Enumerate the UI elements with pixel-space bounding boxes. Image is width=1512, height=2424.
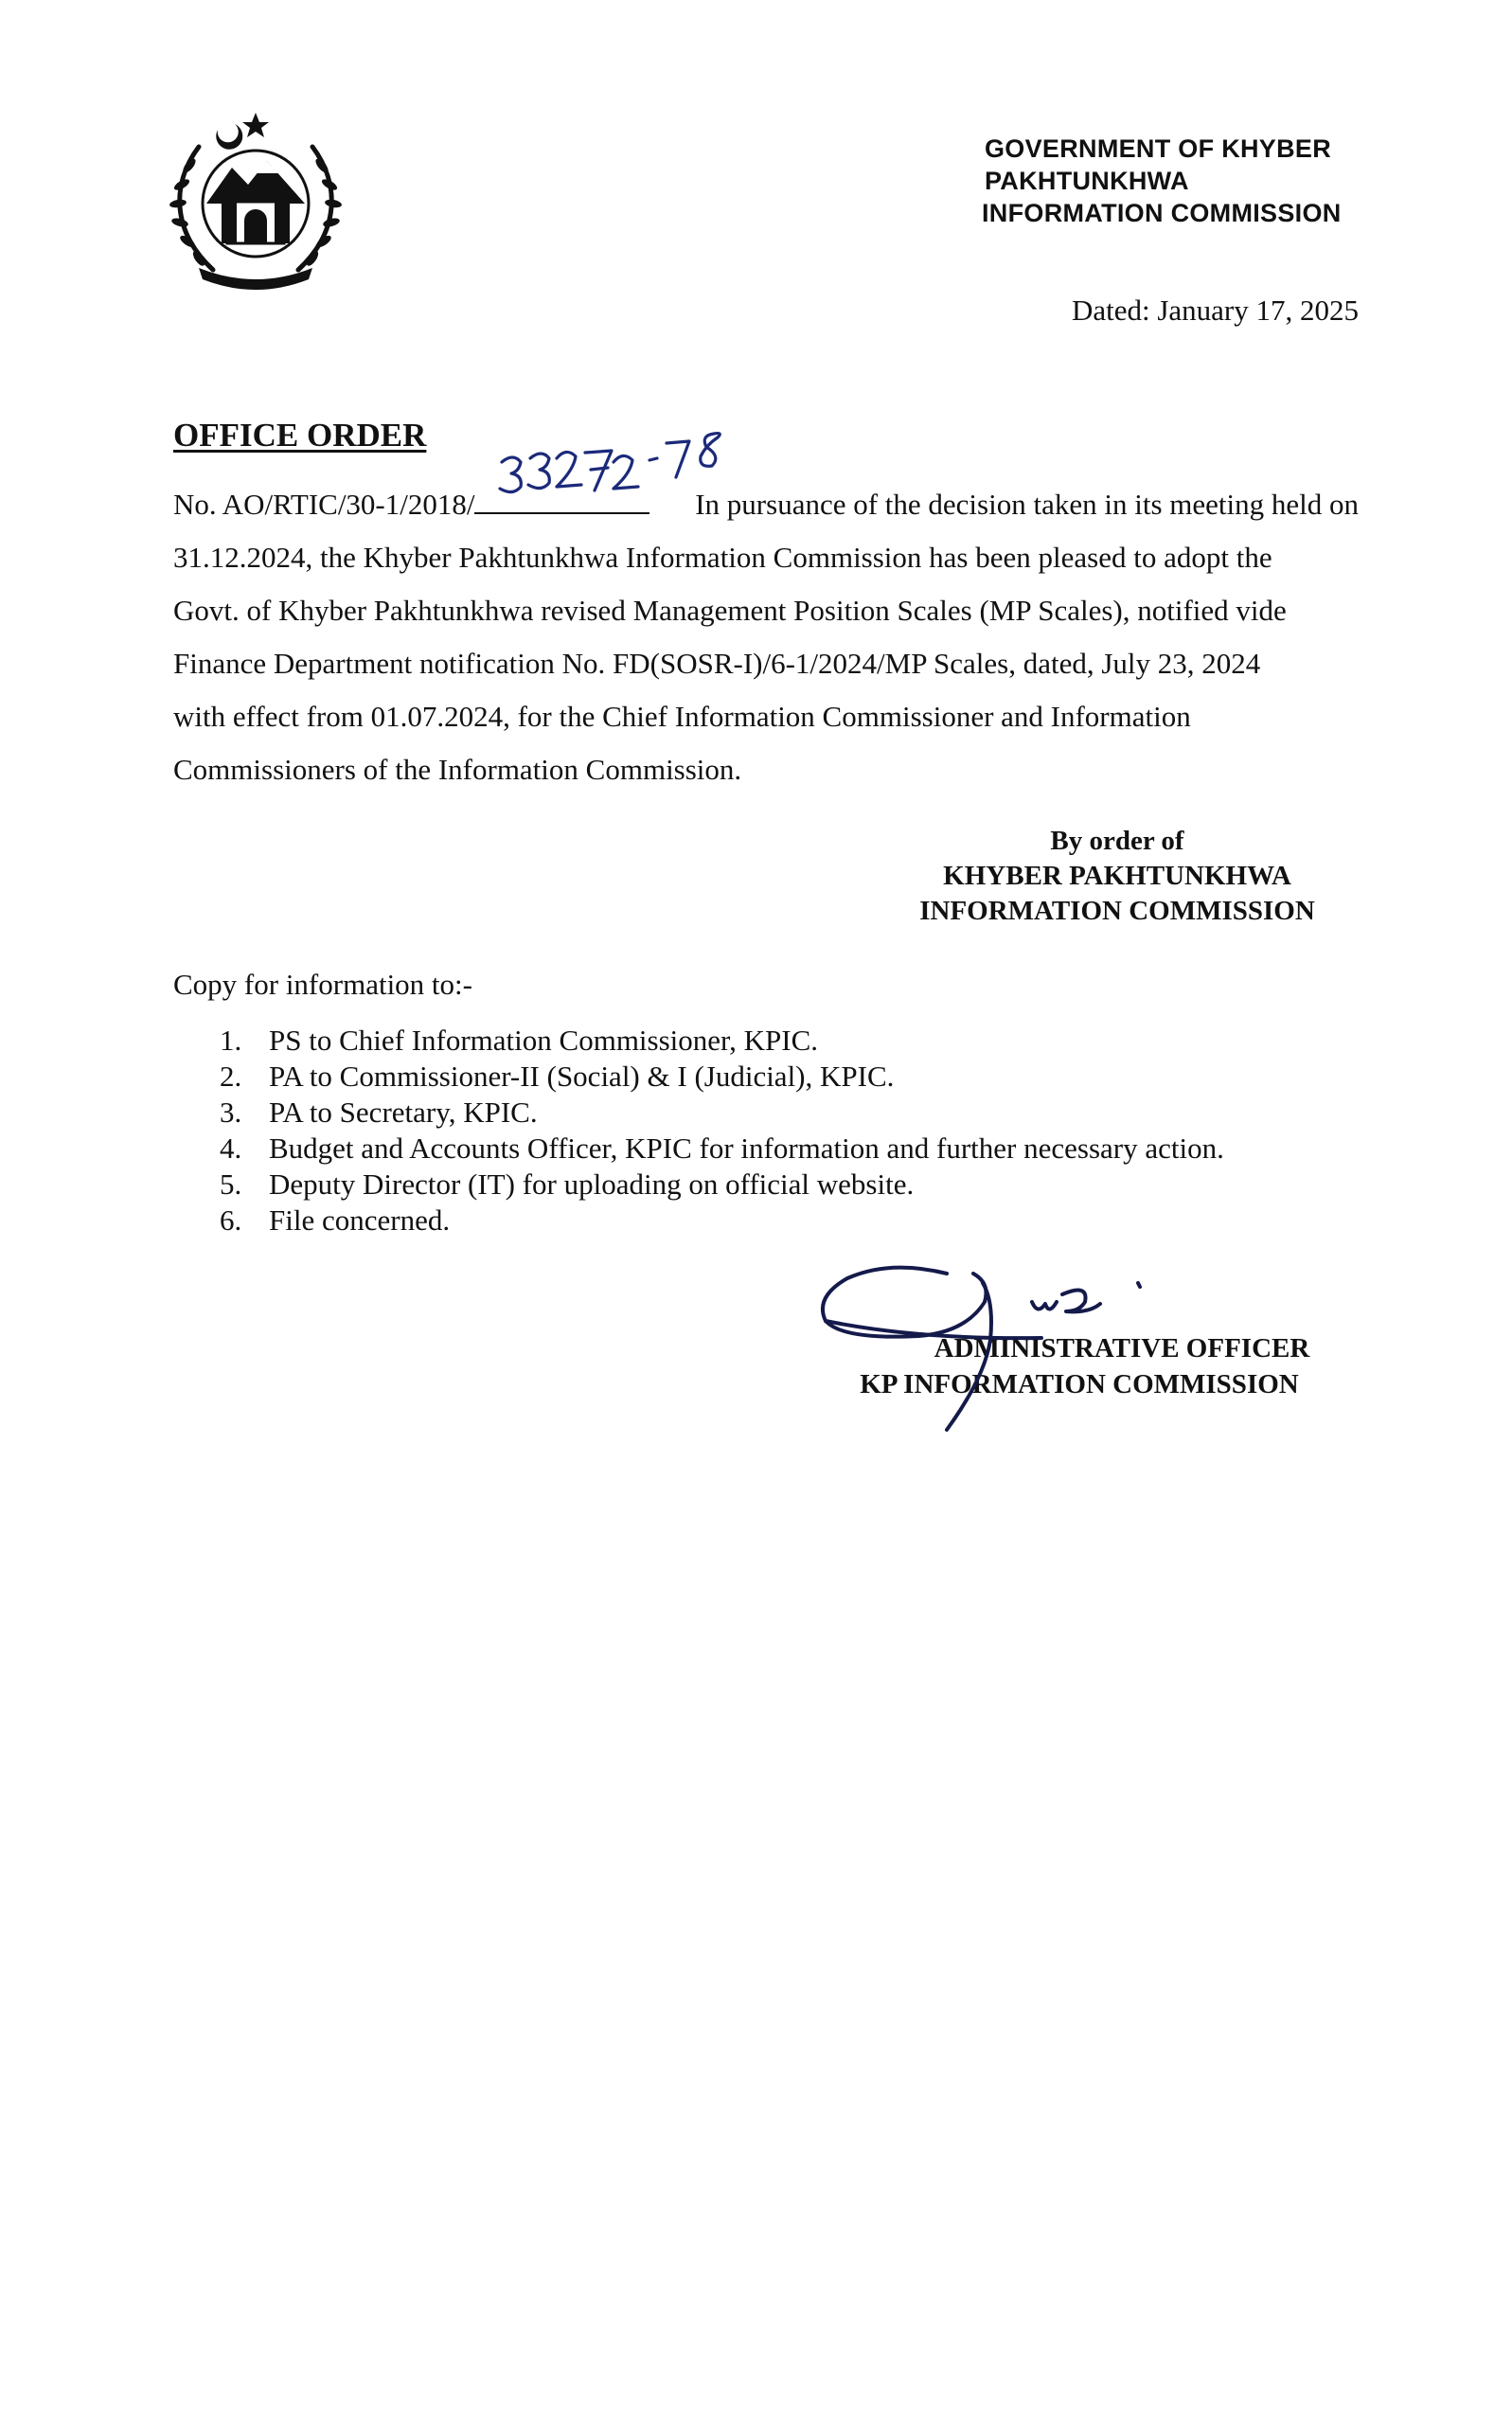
body-line — [173, 637, 1359, 690]
body-line-1-right: In pursuance of the decision taken in its meeting held on — [695, 488, 1359, 521]
list-item — [220, 1095, 1224, 1131]
list-item-text: Deputy Director (IT) for uploading on official website. — [269, 1167, 915, 1201]
header-line-2: PAKHTUNKHWA — [985, 167, 1189, 195]
body-line-4: Finance Department notification No. FD(SOSR-I)/6-1/2024/MP Scales, dated, July 23, 2024 — [173, 647, 1261, 680]
order-body — [173, 478, 1359, 796]
list-item — [220, 1131, 1224, 1167]
copy-for-heading: Copy for information to:- — [173, 968, 472, 1001]
by-order-line-3: INFORMATION COMMISSION — [919, 896, 1315, 926]
list-item-text: PA to Commissioner-II (Social) & I (Judicial), KPIC. — [269, 1060, 895, 1093]
body-line-3: Govt. of Khyber Pakhtunkhwa revised Management Position Scales (MP Scales), notified vide — [173, 594, 1287, 627]
list-item-number: 6. — [220, 1203, 242, 1237]
header-line-3: INFORMATION COMMISSION — [982, 199, 1342, 227]
reference-underline — [474, 490, 649, 514]
list-item — [220, 1167, 1224, 1203]
list-item-number: 4. — [220, 1132, 242, 1165]
body-line-2: 31.12.2024, the Khyber Pakhtunkhwa Information Commission has been pleased to adopt the — [173, 541, 1272, 574]
body-line-1-left — [173, 478, 659, 531]
document-title: OFFICE ORDER — [173, 417, 427, 454]
list-item-text: PA to Secretary, KPIC. — [269, 1096, 538, 1129]
body-line-6: Commissioners of the Information Commission. — [173, 753, 742, 786]
government-header — [982, 133, 1342, 229]
reference-prefix: No. AO/RTIC/30-1/2018/ — [173, 488, 475, 521]
list-item-number: 1. — [220, 1024, 242, 1057]
list-item — [220, 1023, 1224, 1059]
kp-government-emblem — [161, 109, 350, 298]
list-item-number: 3. — [220, 1096, 242, 1129]
list-item — [220, 1203, 1224, 1239]
body-line — [173, 743, 1359, 796]
list-item-text: File concerned. — [269, 1203, 451, 1237]
body-line — [173, 690, 1359, 743]
document-date: Dated: January 17, 2025 — [1071, 294, 1359, 327]
copy-list — [220, 1023, 1224, 1239]
list-item-text: PS to Chief Information Commissioner, KPIC. — [269, 1024, 819, 1057]
list-item-number: 5. — [220, 1167, 242, 1201]
signatory-office: KP INFORMATION COMMISSION — [860, 1369, 1299, 1399]
signatory-title: ADMINISTRATIVE OFFICER — [934, 1333, 1310, 1364]
body-line — [173, 478, 1359, 531]
handwritten-signature — [805, 1245, 1202, 1435]
body-line — [173, 584, 1359, 637]
list-item-text: Budget and Accounts Officer, KPIC for information and further necessary action. — [269, 1132, 1224, 1165]
body-line-5: with effect from 01.07.2024, for the Chief Information Commissioner and Information — [173, 700, 1191, 733]
by-order-line-1: By order of — [1050, 826, 1184, 856]
list-item-number: 2. — [220, 1060, 242, 1093]
by-order-line-2: KHYBER PAKHTUNKHWA — [943, 861, 1291, 891]
body-line — [173, 531, 1359, 584]
by-order-block — [890, 824, 1344, 929]
list-item — [220, 1059, 1224, 1095]
header-line-1: GOVERNMENT OF KHYBER — [985, 134, 1332, 163]
